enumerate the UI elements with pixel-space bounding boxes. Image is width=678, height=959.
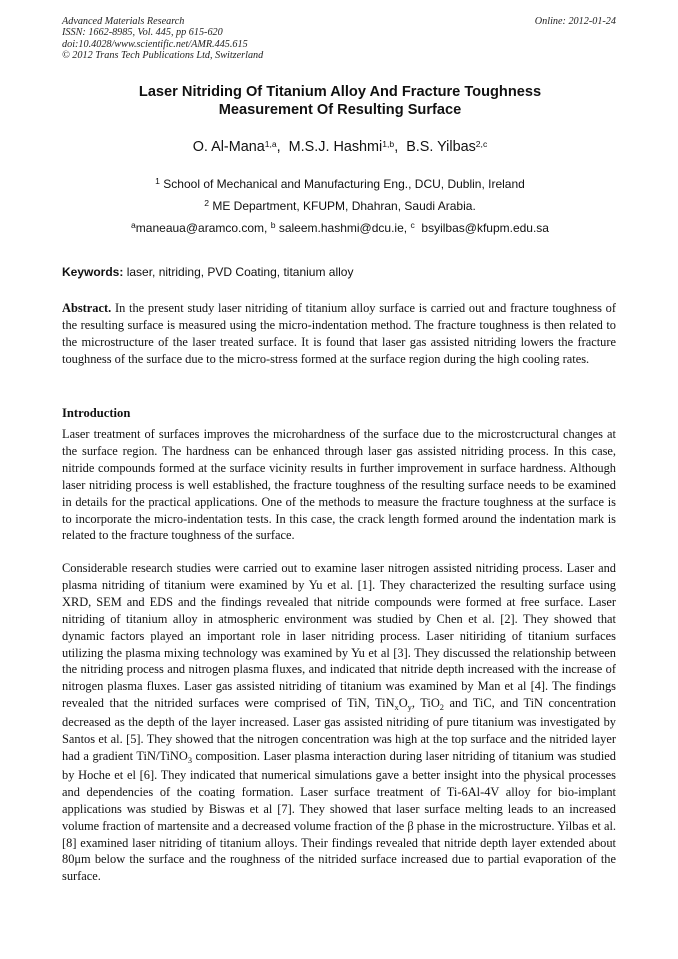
subscript: 2	[439, 703, 444, 713]
paragraph-text: and TiC, and TiN concentration decreased as the depth of the layer increased. Laser gas assisted nitriding of pure titanium was investigated by Santos et al. [5]. They showed that the nitrogen concentration was high at the top surface and the nitrided layer had a gradient TiN/TiNO	[62, 696, 616, 763]
author-name: M.S.J. Hashmi	[288, 139, 383, 155]
paragraph-text: composition. Laser plasma interaction during laser nitriding of titanium was studied by Hoche et el [6]. They indicated that numerical simulations gave a better insight into the physical processes and dependencies of the coating formation. Laser surface treatment of Ti-6Al-4V alloy for bio-implant applications was studied by Biswas et al [7]. They showed that laser surface melting leads to an increased volume fraction of martensite and a decreased volume fraction of the β phase in the microstructure. Yilbas et al. [8] examined laser nitriding of titanium alloys. Their findings revealed that nitride depth layer extended about 80μm below the surface and the roughness of the nitrided surface increased due to partial evaporation of the surface.	[62, 748, 616, 884]
keywords-text: laser, nitriding, PVD Coating, titanium alloy	[126, 265, 354, 279]
subscript: x	[394, 703, 399, 713]
copyright-line: © 2012 Trans Tech Publications Ltd, Switzerland	[62, 50, 264, 62]
abstract	[62, 300, 616, 368]
paper-title	[62, 84, 618, 119]
email-sup: b	[270, 220, 276, 230]
paragraph-text: , TiO	[411, 696, 440, 711]
introduction-paragraph-1: Laser treatment of surfaces improves the microhardness of the surface due to the microstcructural changes at the surface region. The hardness can be enhanced through laser gas assisted nitriding process. In this case, nitride compounds formed at the surface vicinity results in further improvement in surface hardness. Although laser nitriding process is well established, the fracture toughness of the resulting surface needs to be examined in details for the practical applications. One of the methods to measure the fracture toughness at the surface is to incorporate the micro-indentation tests. In this case, the crack length formed around the indentation mark is related to the fracture toughness of the surface.	[62, 427, 616, 543]
affiliation-text: School of Mechanical and Manufacturing Eng., DCU, Dublin, Ireland	[163, 177, 525, 191]
author-sup: 1,a	[264, 139, 277, 149]
email-sup: c	[410, 220, 415, 230]
abstract-label: Abstract.	[62, 301, 112, 315]
author-list: O. Al-Mana$^{1,a}$, M.S.J. Hashmi$^{1,b}$, B.S. Yilbas$^{2,c}$	[192, 139, 488, 155]
subscript: y	[407, 703, 412, 713]
email-list	[62, 221, 618, 235]
affiliation-sup: 1	[155, 176, 160, 186]
journal-name: Advanced Materials Research	[62, 16, 185, 27]
title-line-2: Measurement Of Resulting Surface	[218, 101, 462, 118]
introduction-paragraph-2	[62, 560, 616, 885]
section-heading-introduction: Introduction	[62, 406, 131, 420]
email-address: bsyilbas@kfupm.edu.sa	[421, 221, 549, 235]
affiliation-1	[62, 177, 618, 191]
email-address: saleem.hashmi@dcu.ie,	[278, 221, 408, 235]
email-sup: a	[131, 220, 136, 230]
affiliation-2	[62, 199, 618, 213]
paragraph-text: O	[398, 696, 408, 711]
author-name: B.S. Yilbas	[406, 139, 476, 155]
doi-line: doi:10.4028/www.scientific.net/AMR.445.615	[62, 38, 248, 50]
affiliation-sup: 2	[204, 198, 209, 208]
subscript: 3	[187, 755, 193, 765]
keywords-label: Keywords:	[62, 265, 124, 279]
author-name: O. Al-Mana	[192, 139, 265, 155]
affiliation-text: ME Department, KFUPM, Dhahran, Saudi Arabia.	[212, 199, 476, 213]
paragraph-text: Considerable research studies were carried out to examine laser nitrogen assisted nitriding process. Laser and plasma nitriding of titanium were examined by Yu et al. [1]. They characterized the resulting surface using XRD, SEM and EDS and the findings revealed that nitride compounds were formed at free surface. Laser nitriding of titanium alloy in atmospheric environment was studied by Chen et al. [2]. They showed that dynamic factors played an important role in laser nitriding process. Laser nitiriding of titanium surfaces utilizing the plasma mixing technology was examined by Yu et al [3]. They discussed the relationship between the nitriding process and nitrogen plasma fluxes, and indicated that nitride depth increased with the increase of nitrogen plasma fluxes. Laser gas assisted nitriding of titanium was examined by Man et al [4]. The findings revealed that the nitrided surfaces were comprised of TiN, TiN	[62, 561, 616, 711]
online-date: Online: 2012-01-24	[534, 16, 616, 27]
email-address: maneaua@aramco.com,	[135, 221, 268, 235]
issn-line: ISSN: 1662-8985, Vol. 445, pp 615-620	[62, 27, 223, 39]
abstract-text: In the present study laser nitriding of titanium alloy surface is carried out and fracture toughness of the resulting surface is measured using the micro-indentation method. The fracture toughness is then related to the microstructure of the laser treated surface. It is found that laser gas assisted nitriding lowers the fracture toughness of the surface due to the micro-stress formed at the surface region during the high cooling rates.	[62, 301, 616, 366]
title-line-1: Laser Nitriding Of Titanium Alloy And Fracture Toughness	[138, 84, 542, 100]
keywords	[62, 265, 618, 279]
author-sup: 2,c	[475, 139, 488, 149]
author-sup: 1,b	[382, 139, 395, 149]
